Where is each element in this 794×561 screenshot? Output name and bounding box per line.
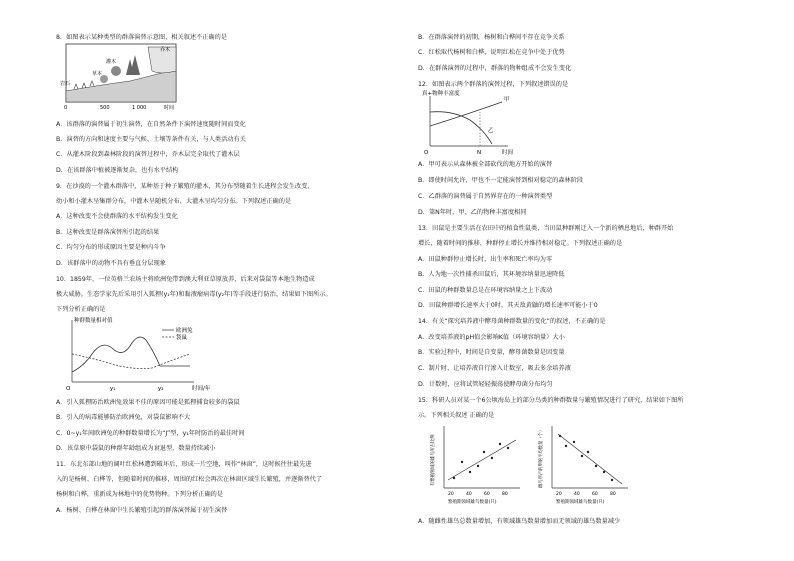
q15-chart1-xlabel: 繁殖期领域雄鸟数量(只) xyxy=(448,500,497,505)
q12-richness-figure xyxy=(422,90,522,156)
q13-option-c: C．田鼠的种群数量总是在环境容纳量之上下波动 xyxy=(418,287,553,294)
q13-option-a: A．田鼠种群停止增长时，出生率和死亡率均为零 xyxy=(418,256,553,263)
q13-option-d: D．田鼠种群增长速率大于0时，其天敌黄鼬的增长速率可能小于0 xyxy=(418,302,598,309)
q15-chart1-point xyxy=(477,465,479,467)
q10-ylabel: 种群数量相对值 xyxy=(74,318,113,324)
q8-option-d: D．在该群落中植被逐渐复杂，也有水平结构 xyxy=(56,167,179,174)
q8-label-caoben: 草本 xyxy=(92,71,103,77)
q15-chart1-point xyxy=(469,471,471,473)
q10-option-a: A．引入狐狸防治欧洲兔效果不佳的原因可能是狐狸捕食较多的袋鼠 xyxy=(56,399,240,406)
q14-stem: 14．有关“探究培养液中酵母菌种群数量的变化”的叙述，不正确的是 xyxy=(418,318,606,325)
q10-option-c: C．0~y₁年间欧洲兔的种群数量增长为“J”型，y₁年时防治的最佳时间 xyxy=(56,430,245,437)
q15-chart1-tick: 60 xyxy=(484,492,490,497)
q12-option-d: D．第N年时，甲、乙的物种丰富度相同 xyxy=(418,209,527,216)
q10-option-b: B．引入的病毒能够防治欧洲兔，对袋鼠影响不大 xyxy=(56,414,191,421)
q15-chart2-tick: 20 xyxy=(556,492,562,497)
q8-succession-figure xyxy=(60,41,192,113)
q13-stem: 13．田鼠是主要生活在农田中的植食性鼠类，当田鼠种群刚迁入一个新的栖息地后，种群开始 xyxy=(418,225,674,232)
q15-chart2-ylabel: 雌鸟所产的卵的平均数量（个） xyxy=(539,427,544,488)
q15-chart2-point xyxy=(581,455,583,457)
q15-chart2-point xyxy=(565,445,567,447)
q10-y1: y₁ xyxy=(110,386,116,392)
q15-chart2-point xyxy=(595,465,597,467)
q14-option-b: B．实验过程中，时间是自变量，酵母菌数量是因变量 xyxy=(418,349,565,356)
q15-chart1-point xyxy=(483,451,485,453)
q15-chart2-tick: 60 xyxy=(592,492,598,497)
q15-chart2-points xyxy=(559,435,613,481)
q12-option-c: C．乙群落的演替属于自然界存在的一种演替类型 xyxy=(418,193,553,200)
q15-chart2-tick: 40 xyxy=(574,492,580,497)
q11-option-a: A．杨树、白桦在林窗中生长繁殖引起的群落演替属于初生演替 xyxy=(56,507,228,514)
q8-xlabel: 时间 xyxy=(164,105,175,111)
q14-option-a: A．改变培养液的pH值会影响K值（环境容纳量）大小 xyxy=(418,334,565,341)
q8-stem: 8．如图表示某种类型的群落演替示意图，相关叙述不正确的是 xyxy=(56,34,227,41)
q14-option-c: C．制片时，让培养液自行渗入计数室，吸去多余培养液 xyxy=(418,365,571,372)
q15-chart1-point xyxy=(507,447,509,449)
q15-chart2-xlabel: 繁殖期领域雄鸟数量(只) xyxy=(556,500,605,505)
q10-origin: O xyxy=(66,386,71,392)
q15-chart2-point xyxy=(587,451,589,453)
q11-option-d: D．在群落演替的过程中，群落的物种组成不会发生变化 xyxy=(418,65,572,72)
q15-chart2-point xyxy=(573,441,575,443)
q9-option-a: A．这种改变不会使群落的水平结构发生变化 xyxy=(56,213,178,220)
q8-label-rock: 岩石 xyxy=(60,81,71,87)
q15-chart2-point xyxy=(603,471,605,473)
q8-x1: 500 xyxy=(100,105,110,111)
q13-stem-2: 增长，随着时间的推移，种群停止增长并维持相对稳定。下列叙述正确的是 xyxy=(418,240,623,247)
q10-legend-kangaroo: 袋鼠 xyxy=(176,335,188,341)
q8-label-guanmu: 灌木 xyxy=(106,59,117,65)
q14-option-d: D．计数时，应将试管轻轻振荡使酵母菌分布均匀 xyxy=(418,381,553,388)
q9-option-d: D．该群落中的动物不具有垂直分层现象 xyxy=(56,260,166,267)
q15-chart-eggs xyxy=(530,422,634,506)
q15-chart1-point xyxy=(453,477,455,479)
q11-option-c: C．红松取代杨树和白桦，说明红松在竞争中处于优势 xyxy=(418,49,565,56)
q10-population-figure xyxy=(62,314,230,392)
q15-chart-territory xyxy=(422,422,526,506)
q15-option-a: A．随雌性雄鸟总数量增加，有领域雄鸟数量增加而无领域的雄鸟数量减少 xyxy=(418,518,621,525)
q12-xlabel: 时间 xyxy=(502,150,514,156)
q15-chart1-tick: 20 xyxy=(448,492,454,497)
q8-option-b: B．演替的方向和速度主要与气候、土壤等条件有关，与人类活动有关 xyxy=(56,136,246,143)
q8-x2: 1 000 xyxy=(132,105,147,111)
q11-option-b: B．在群落演替的初期，杨树和白桦间不存在竞争关系 xyxy=(418,34,565,41)
q8-option-a: A．该群落的演替属于初生演替，在自然条件下演替速度随时间而变化 xyxy=(56,121,246,128)
q9-option-b: B．这种改变是群落演替所引起的结果 xyxy=(56,229,160,236)
q15-chart1-point xyxy=(461,461,463,463)
q15-chart1-points xyxy=(453,443,509,479)
q12-ylabel: 真+物种丰富度 xyxy=(422,91,460,97)
q15-chart1-point xyxy=(499,443,501,445)
q15-chart1-tick: 80 xyxy=(502,492,508,497)
q12-label-yi: 乙 xyxy=(488,128,494,134)
q10-stem: 10．1859年，一位英格兰农场主将欧洲兔带到澳大利亚草原放养，后来对袋鼠等本地生物造成 xyxy=(56,276,315,283)
q15-chart1-ylabel: 有繁殖领域的雄鸟所占比例 xyxy=(431,434,436,486)
q12-option-a: A．甲可表示从森林被全部砍伐的地方开始的演替 xyxy=(418,161,553,168)
q15-chart2-tick: 80 xyxy=(610,492,616,497)
q15-chart1-tick: 40 xyxy=(466,492,472,497)
q10-option-d: D．该草原中袋鼠的种群年龄组成为衰退型，数量持续减小 xyxy=(56,445,216,452)
q9-stem: 9．在沙漠的一个灌木群落中，某种基于种子繁殖的灌木，其分布型随着生长进程会发生改变， xyxy=(56,183,314,190)
q12-option-b: B．即使时间允许，甲也不一定能演替到相对稳定的森林阶段 xyxy=(418,177,584,184)
q15-chart1-point xyxy=(491,457,493,459)
q11-stem-2: 入的是杨树、白桦等，但随着时间的推移，周围的红松会再次在林窗区域生长繁殖，并逐渐替代了 xyxy=(56,476,323,483)
q8-x0: 0 xyxy=(64,105,68,111)
q11-stem: 11．东北东部山地的阔叶红松林遭到破坏后，形成一片空地，叫作“林窗”，这时候往往最先进 xyxy=(56,461,312,468)
q12-stem: 12．如图表示两个群落的演替过程，下列叙述错误的是 xyxy=(418,81,569,88)
q12-label-jia: 甲 xyxy=(504,97,510,103)
q8-option-c: C．从灌木阶段到森林阶段的演替过程中，乔木层完全取代了灌木层 xyxy=(56,151,240,158)
q10-stem-3: 下列分析正确的是 xyxy=(56,306,106,313)
q9-stem-2: 幼小和小灌木呈集群分布，中灌木呈随机分布，大灌木呈均匀分布。下列叙述正确的是 xyxy=(56,198,292,205)
q13-option-b: B．人为地一次性捕杀田鼠后，其环境容纳量迅速降低 xyxy=(418,271,565,278)
q10-y2: y₂ xyxy=(158,386,164,392)
q12-n: N xyxy=(477,150,482,156)
q11-stem-3: 杨树和白桦，重新成为林地中的优势物种。下列分析正确的是 xyxy=(56,491,224,498)
q15-chart2-point xyxy=(611,479,613,481)
q15-stem: 15．科研人员对某一个6公顷海岛上的部分鸟类的种群数量与繁殖情况进行了研究，结果如下图所 xyxy=(418,397,684,404)
q10-legend-rabbit: 欧洲兔 xyxy=(176,328,193,334)
q15-chart2-point xyxy=(559,435,561,437)
q8-label-qiaomu: 乔木 xyxy=(160,47,171,53)
q10-xlabel: 时间/年 xyxy=(192,386,211,392)
q15-stem-2: 示。下列相关叙述 正确的是 xyxy=(418,412,495,419)
q12-origin: O xyxy=(424,150,429,156)
q9-option-c: C．均匀分布的形成原因主要是种内斗争 xyxy=(56,244,166,251)
q10-stem-2: 极大威胁。生态学家先后采用引入狐狸(y₁年)和黏液瘤病毒(y₂年)等手段进行防治，结果如下图所示。 xyxy=(56,291,332,298)
